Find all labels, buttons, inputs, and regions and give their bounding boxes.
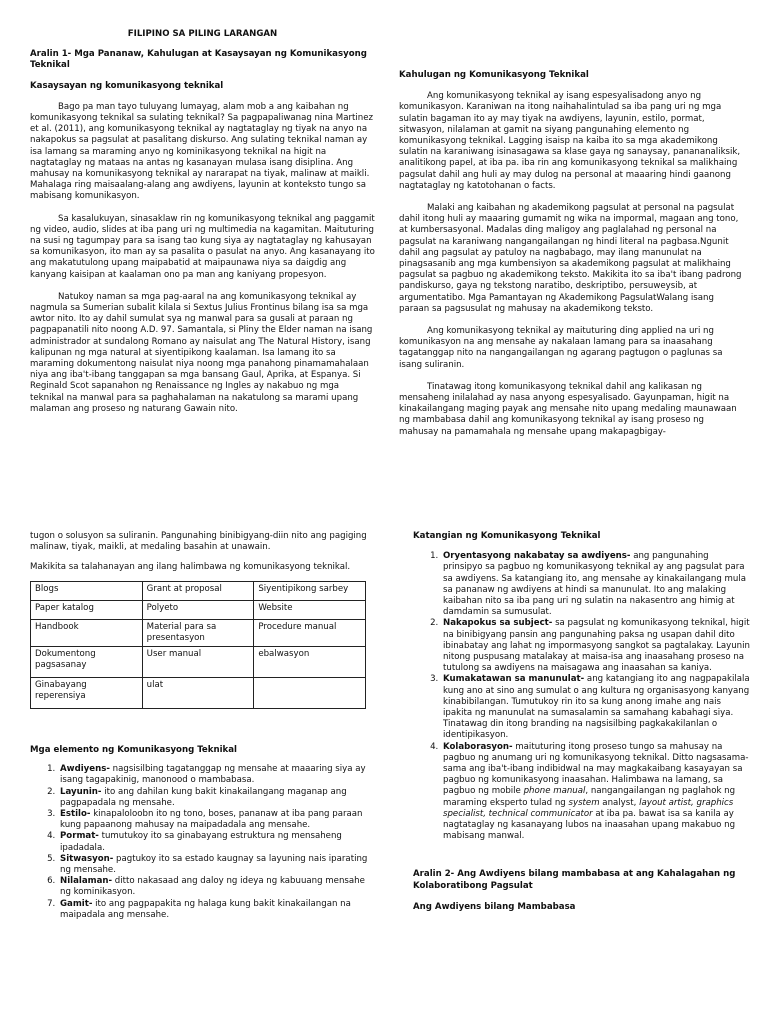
kahulugan-heading: Kahulugan ng Komunikasyong Teknikal bbox=[399, 70, 589, 80]
continuation-paragraph: tugon o solusyon sa suliranin. Pangunahing binibigyang-diin nito ang pagiging malinaw, tiyak, maikli, at medaling basahin at unawain. bbox=[30, 531, 367, 553]
table-cell: Paper katalog bbox=[31, 600, 143, 619]
paragraph: Bago pa man tayo tuluyang lumayag, alam mob a ang kaibahan ng komunikasyong teknikal sa sulating teknikal? Sa pagpapaliwanag nina Martinez et al. (2011), ang komunikasyong teknikal ay nagtataglay ng tiyak na anyo na nakapokus sa pagsulat at pasalitang diskurso. Ang sulating teknikal naman ay isa lamang sa maraming anyo ng kominikasyong teknikal na higit na nagtataglay ng mataas na antas ng kasanayan mulasa isang disiplina. Ang mahusay na komunikasyong teknikal ay nararapat na tiyak, malinaw at maikli. Mahalaga ring maisaalang-alang ang awdiyens, layunin at konteksto tungo sa mabisang komunikasyon. bbox=[30, 101, 374, 202]
katangian-heading: Katangian ng Komunikasyong Teknikal bbox=[413, 531, 601, 541]
table-row bbox=[31, 581, 366, 600]
list-item bbox=[58, 787, 375, 809]
table-cell: User manual bbox=[142, 647, 254, 678]
list-term: Kolaborasyon- bbox=[443, 741, 513, 752]
top-right-column bbox=[399, 70, 744, 438]
list-item bbox=[441, 618, 750, 674]
list-term: Nakapokus sa subject- bbox=[443, 618, 553, 629]
table-row bbox=[31, 647, 366, 678]
table-row bbox=[31, 619, 366, 646]
paragraph: Tinatawag itong komunikasyong teknikal dahil ang kalikasan ng mensaheng inilalahad ay nasa anyong espesyalisado. Gayunpaman, higit na kinakailangang maging payak ang mensahe nito upang medaling maunawaan ng mambabasa dahil ang komunikasyong teknikal ay isang proseso ng mahusay na pamamahala ng mensahe upang makapagbigay- bbox=[399, 381, 737, 437]
list-text: ito ang pagpapakita ng halaga kung bakit kinakailangan na maipadala ang mensahe. bbox=[60, 898, 351, 920]
list-term: Estilo- bbox=[60, 809, 91, 820]
list-text: ang pangunahing prinsipyo sa pagbuo ng komunikasyong teknikal ay ang pagsulat para sa awdiyens. Sa katangiang ito, ang mensahe ay kinakailangang mula sa pananaw ng awdiyens at hindi sa manunulat. Ito ang malaking kaibahan nito sa iba pang uri ng sulatin na nakasentro ang himig at damdamin sa sumusulat. bbox=[443, 551, 747, 618]
list-text: maituturing itong proseso tungo sa mahusay na pagbuo ng anumang uri ng komunikasyong teknikal. Ditto nagsasama-sama ang iba't-ibang indibidwal na may magkakaibang kasayayan sa pagbuo ng komunikasyong inaasahan. Halimbawa na lamang, sa pagbuo ng mobile bbox=[443, 741, 749, 797]
list-item bbox=[58, 764, 375, 786]
list-term: Layunin- bbox=[60, 786, 102, 797]
bottom-left-column bbox=[30, 531, 375, 921]
emphasis-text: phone manual bbox=[523, 786, 586, 797]
list-item bbox=[58, 854, 375, 876]
examples-table bbox=[30, 581, 366, 709]
table-cell: Material para sa presentasyon bbox=[142, 619, 254, 646]
table-intro: Makikita sa talahanayan ang ilang halimbawa ng komunikasyong teknikal. bbox=[30, 562, 351, 573]
list-text: sa pagsulat ng komunikasyong teknikal, higit na binibigyang pansin ang pangunahing paksa ng usapan dahil dito ibinabatay ang lahat ng impormasyong sangkot sa pagtalakay. Layunin nitong puspusang matalakay at maisa-isa ang inaasahang proseso na tutulong sa awdiyens na maisagawa ang inaasahan sa kaniya. bbox=[443, 618, 750, 674]
list-text: pagtukoy ito sa estado kaugnay sa layuning nais iparating ng mensahe. bbox=[60, 853, 368, 876]
table-cell: Ginabayang reperensiya bbox=[31, 678, 143, 709]
awdiyens-heading: Ang Awdiyens bilang Mambabasa bbox=[413, 901, 576, 912]
document-title: FILIPINO SA PILING LARANGAN bbox=[127, 29, 278, 39]
list-term: Nilalaman- bbox=[60, 876, 113, 887]
list-item bbox=[441, 551, 750, 618]
list-item bbox=[441, 674, 750, 741]
table-cell bbox=[254, 678, 366, 709]
table-row bbox=[31, 678, 366, 709]
list-item bbox=[58, 831, 375, 853]
table-cell: ulat bbox=[142, 678, 254, 709]
paragraph: Sa kasalukuyan, sinasaklaw rin ng komunikasyong teknikal ang paggamit ng video, audio, slides at iba pang uri ng multimedia na kagamitan. Maituturing na susi ng tagumpay para sa isang tao kung siya ay nagtataglay ng kahusayan sa komunikasyon, ito man ay sa pasalita o pasulat na anyo. Ang kasanayang ito ang makatutulong upang maipabatid at maipaunawa niya sa daigdig ang kanyang kaisipan at kaalaman ono pa man ang kaniyang propesyon. bbox=[30, 213, 375, 280]
katangian-list bbox=[413, 551, 750, 842]
paragraph: Ang komunikasyong teknikal ay isang espesyalisadong anyo ng komunikasyon. Karaniwan na itong naihahalintulad sa iba pang uri ng mga sulatin bagaman ito ay may tiyak na awdiyens, layunin, estilo, pormat, sitwasyon, nilalaman at gamit na siyang pangunahing elemento ng komunikasyong teknikal. Lagging isaisp na kaiba ito sa mga akademikong sulatin na karaniwang isinasagawa sa klase gaya ng sanaysay, panananaliksik, analitikong papel, at iba pa. iba rin ang komunikasyong teknikal sa malikhaing pagsulat dahil ang huli ay may dulog na personal at maaaring hindi gaanong nagtataglay ng katotohanan o facts. bbox=[399, 91, 741, 191]
table-cell: Grant at proposal bbox=[142, 581, 254, 600]
kasaysayan-heading: Kasaysayan ng komunikasyong teknikal bbox=[30, 80, 224, 91]
list-item bbox=[58, 876, 375, 898]
list-item bbox=[58, 809, 375, 831]
table-cell: Website bbox=[254, 600, 366, 619]
list-term: Sitwasyon- bbox=[60, 853, 114, 864]
paragraph: Natukoy naman sa mga pag-aaral na ang komunikasyong teknikal ay nagmula sa Sumerian subalit kilala si Sextus Julius Frontinus bilang isa sa mga awtor nito. Ito ay dahil sumulat sya ng manwal para sa gusali at paraan ng pagpapanatili nito noong A.D. 97. Samantala, si Pliny the Elder naman na isang administrador at sundalong Romano ay naisulat ang The Natural History, isang kalipunan ng mga natural at siyentipikong kaalaman. Isa lamang ito sa maraming dokumentong naisulat niya noong mga panahong pinamamahalaan niya ang iba't-ibang tanggapan sa mga bansang Gaul, Aprika, at Espanya. Si Reginald Scot sapanahon ng Renaissance ng Ingles ay nakabuo ng mga teknikal na manwal para sa paghahalaman na nakatulong sa marami upang malaman ang proseso ng naturang Gawain nito. bbox=[30, 291, 373, 414]
list-text: tumutukoy ito sa ginabayang estruktura ng mensaheng ipadadala. bbox=[60, 831, 342, 853]
top-left-column bbox=[30, 29, 375, 415]
paragraph: Ang komunikasyong teknikal ay maituturing ding applied na uri ng komunikasyon na ang mensahe ay nakalaan lamang para sa inaasahang tagatanggap nito na nangangailangan ng agarang pagtugon o paglunas sa isang suliranin. bbox=[399, 326, 723, 370]
table-cell: ebalwasyon bbox=[254, 647, 366, 678]
list-text: nagsisilbing tagatanggap ng mensahe at maaaring siya ay isang tagapakinig, manonood o mambabasa. bbox=[60, 764, 366, 786]
table-cell: Procedure manual bbox=[254, 619, 366, 646]
list-item bbox=[58, 899, 375, 921]
list-text: , nangangailangan ng paglahok ng maraming eksperto tulad ng bbox=[443, 786, 736, 808]
list-text: analyst, bbox=[599, 797, 640, 808]
list-term: Oryentasyong nakabatay sa awdiyens- bbox=[443, 551, 631, 562]
elemento-heading: Mga elemento ng Komunikasyong Teknikal bbox=[30, 745, 237, 756]
list-text: kinapaloloobn ito ng tono, boses, pananaw at iba pang paraan kung papaanong mahusay na maipadadala ang mensahe. bbox=[60, 809, 363, 831]
list-text: ditto nakasaad ang daloy ng ideya ng kabuuang mensahe ng kominikasyon. bbox=[60, 876, 365, 898]
list-item bbox=[441, 742, 750, 843]
bottom-right-column bbox=[413, 531, 750, 913]
paragraph: Malaki ang kaibahan ng akademikong pagsulat at personal na pagsulat dahil itong huli ay maaaring gumamit ng wika na impormal, magaan ang tono, at kumbersasyonal. Madalas ding maligoy ang paglalahad ng personal na pagsulat na karaniwang nangangailangan ng hindi literal na pagbasa.Ngunit dahil ang pagsulat ay patuloy na nagbabago, may ilang manunulat na pinagsasanib ang mga kumbensiyon sa akademikong pagsulat at malikhaing pagsulat sa pagbuo ng akademikong teksto. Makikita ito sa iba't ibang padrong pandiskurso, gaya ng tekstong naratibo, deskriptibo, persuweysib, at argumentatibo. Mga Pamantayan ng Akademikong PagsulatWalang isang paraan sa pagsusulat ng mahusay na akademikong teksto. bbox=[399, 203, 742, 314]
emphasis-text: system bbox=[568, 797, 600, 808]
table-cell: Dokumentong pagsasanay bbox=[31, 647, 143, 678]
emphasis-text: layout artist, graphics specialist, technical communicator bbox=[443, 797, 734, 819]
list-term: Pormat- bbox=[60, 831, 99, 842]
aralin1-title: Aralin 1- Mga Pananaw, Kahulugan at Kasaysayan ng Komunikasyong Teknikal bbox=[30, 49, 367, 71]
elemento-list bbox=[30, 764, 375, 921]
list-term: Gamit- bbox=[60, 898, 93, 909]
table-cell: Siyentipikong sarbey bbox=[254, 581, 366, 600]
table-cell: Blogs bbox=[31, 581, 143, 600]
list-text: ang katangiang ito ang nagpapakilala kung ano at sino ang sumulat o ang kultura ng organisasyong kanyang kinabibilangan. Tumutukoy rin ito sa kung anong imahe ang nais ipakita ng manunulat na sumasalamin sa samahang kabahagi siya. Tinatawag din itong branding na nagsisilbing pagkakakilanlan o identipikasyon. bbox=[443, 674, 750, 741]
table-row bbox=[31, 600, 366, 619]
list-text: ito ang dahilan kung bakit kinakailangang maganap ang pagpapadala ng mensahe. bbox=[60, 786, 347, 808]
table-cell: Polyeto bbox=[142, 600, 254, 619]
table-cell: Handbook bbox=[31, 619, 143, 646]
list-term: Awdiyens- bbox=[60, 764, 110, 775]
aralin2-title: Aralin 2- Ang Awdiyens bilang mambabasa at ang Kahalagahan ng Kolaboratibong Pagsulat bbox=[413, 869, 736, 891]
list-text: at iba pa. bawat isa sa kanila ay nagtataglay ng kasanayang lubos na inaasahan upang makabuo ng mabisang manwal. bbox=[443, 808, 736, 842]
list-term: Kumakatawan sa manunulat- bbox=[443, 674, 585, 685]
